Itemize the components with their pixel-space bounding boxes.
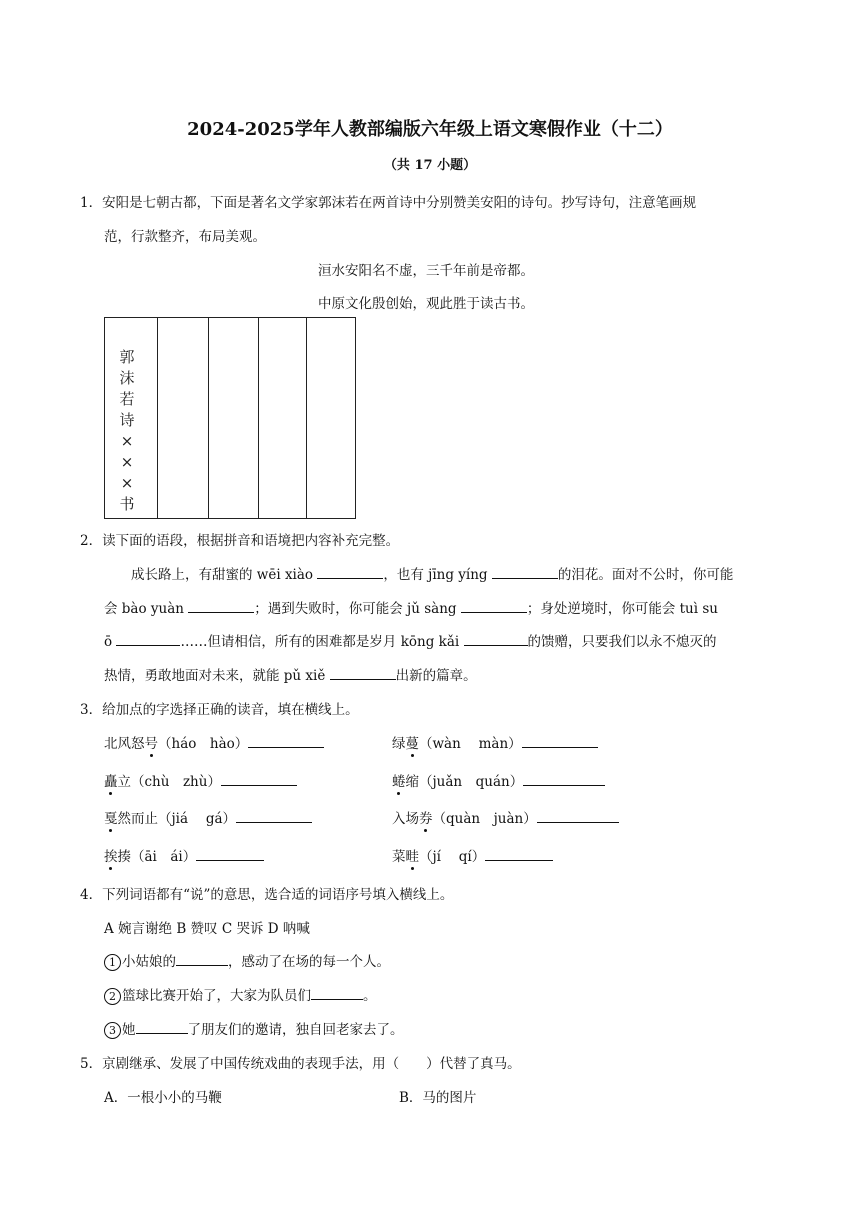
q4-text: 了朋友们的邀请，独自回老家去了。 [187, 1022, 404, 1038]
q5-title: 5．京剧继承、发展了中国传统戏曲的表现手法，用（ ）代替了真马。 [80, 1056, 521, 1072]
q3-item-text: （quàn juàn） [432, 811, 537, 827]
q5-option-b[interactable]: B．马的图片 [399, 1090, 477, 1106]
q3-item-text: 绿 [392, 736, 406, 752]
signature-char: 若 [119, 390, 135, 408]
q2-paragraph-line1 [131, 563, 733, 583]
answer-blank[interactable] [248, 733, 324, 748]
circled-number: 3 [104, 1022, 121, 1039]
q4-title: 4．下列词语都有“说”的意思，选合适的词语序号填入横线上。 [80, 887, 454, 903]
q3-item [392, 770, 605, 790]
signature-char: 郭 [119, 348, 135, 366]
q2-text: ；身处逆境时，你可能会 tuì su [526, 601, 718, 617]
q4-options: A 婉言谢绝 B 赞叹 C 哭诉 D 呐喊 [104, 921, 310, 937]
q2-paragraph-line3 [104, 630, 717, 650]
signature-char: × [120, 474, 134, 492]
answer-blank[interactable] [492, 564, 558, 579]
q4-text: 篮球比赛开始了，大家为队员们 [122, 988, 311, 1004]
answer-blank[interactable] [485, 846, 553, 861]
q5-option-a[interactable]: A．一根小小的马鞭 [104, 1090, 222, 1106]
q3-item-text: 然而止（jiá gá） [117, 811, 237, 827]
calligraphy-grid [104, 317, 356, 519]
q4-text: 。 [363, 988, 377, 1004]
answer-blank[interactable] [188, 598, 254, 613]
answer-blank[interactable] [196, 846, 264, 861]
answer-blank[interactable] [236, 808, 312, 823]
q2-text: ，也有 jīng yíng [383, 567, 488, 583]
q3-item-text: 立（chù zhù） [117, 774, 221, 790]
q3-item-text: 揍（āi ái） [117, 849, 197, 865]
q3-item-text: 入场 [392, 811, 419, 827]
q1-poem-line2: 中原文化殷创始，观此胜于读古书。 [318, 296, 534, 312]
signature-char: × [120, 453, 134, 471]
q2-text: ；遇到失败时，你可能会 jǔ sàng [254, 601, 457, 617]
answer-blank[interactable] [136, 1019, 188, 1034]
q2-text: 的馈赠，只要我们以永不熄灭的 [527, 634, 717, 650]
q3-item-text: （wàn màn） [419, 736, 522, 752]
q2-text: 会 bào yuàn [104, 601, 184, 617]
answer-blank[interactable] [311, 985, 363, 1000]
answer-blank[interactable] [116, 631, 180, 646]
grid-column-line [157, 318, 158, 518]
dotted-character: 蔓 [406, 732, 420, 752]
dotted-character: 矗 [104, 770, 118, 790]
page-subtitle: （共 17 小题） [383, 158, 477, 173]
answer-blank[interactable] [461, 598, 527, 613]
q3-item [104, 732, 324, 752]
q2-title: 2．读下面的语段，根据拼音和语境把内容补充完整。 [80, 533, 400, 549]
dotted-character: 畦 [406, 845, 420, 865]
q4-sentence-2 [104, 984, 377, 1005]
q3-item-text: （jí qí） [419, 849, 486, 865]
circled-number: 1 [104, 954, 121, 971]
q1-poem-line1: 洹水安阳名不虚，三千年前是帝都。 [318, 263, 534, 279]
q3-item-text: 缩（juǎn quán） [405, 774, 524, 790]
q3-item [392, 845, 553, 865]
q3-item [392, 807, 619, 827]
answer-blank[interactable] [537, 808, 619, 823]
answer-blank[interactable] [522, 733, 598, 748]
q3-item-text: （háo hào） [158, 736, 249, 752]
grid-signature [117, 347, 137, 515]
q4-text: ，感动了在场的每一个人。 [228, 954, 390, 970]
q2-paragraph-line4 [104, 664, 477, 684]
grid-column-line [208, 318, 209, 518]
answer-blank[interactable] [523, 771, 605, 786]
q4-sentence-1 [104, 950, 390, 971]
dotted-character: 券 [419, 807, 433, 827]
q2-text: ……但请相信，所有的困难都是岁月 kōng kǎi [180, 634, 460, 650]
q4-sentence-3 [104, 1018, 404, 1039]
q2-text: 热情，勇敢地面对未来，就能 pǔ xiě [104, 668, 326, 684]
q4-text: 她 [122, 1022, 136, 1038]
answer-blank[interactable] [317, 564, 383, 579]
dotted-character: 号 [145, 732, 159, 752]
q3-item [392, 732, 598, 752]
q1-text-line2: 范，行款整齐，布局美观。 [104, 229, 266, 245]
answer-blank[interactable] [464, 631, 528, 646]
q2-text: 的泪花。面对不公时，你可能 [557, 567, 734, 583]
q2-paragraph-line2 [104, 597, 718, 617]
q3-title: 3．给加点的字选择正确的读音，填在横线上。 [80, 702, 359, 718]
q3-item-text: 北风怒 [104, 736, 145, 752]
answer-blank[interactable] [176, 951, 228, 966]
signature-char: 书 [119, 495, 135, 513]
signature-char: × [120, 432, 134, 450]
answer-blank[interactable] [221, 771, 297, 786]
grid-column-line [258, 318, 259, 518]
dotted-character: 蜷 [392, 770, 406, 790]
q2-text: 出新的篇章。 [395, 668, 477, 684]
circled-number: 2 [104, 988, 121, 1005]
q2-text: 成长路上，有甜蜜的 wēi xiào [131, 567, 314, 583]
q3-item [104, 770, 297, 790]
q3-item [104, 807, 312, 827]
answer-blank[interactable] [330, 665, 396, 680]
dotted-character: 戛 [104, 807, 118, 827]
signature-char: 沫 [119, 369, 135, 387]
dotted-character: 挨 [104, 845, 118, 865]
q1-text-line1: 1．安阳是七朝古都，下面是著名文学家郭沫若在两首诗中分别赞美安阳的诗句。抄写诗句，注意笔画规 [80, 195, 697, 211]
q3-item [104, 845, 264, 865]
signature-char: 诗 [119, 411, 135, 429]
grid-column-line [306, 318, 307, 518]
q4-text: 小姑娘的 [122, 954, 176, 970]
page-title: 2024-2025学年人教部编版六年级上语文寒假作业（十二） [187, 119, 673, 140]
q3-item-text: 菜 [392, 849, 406, 865]
q2-text: ō [104, 634, 113, 650]
